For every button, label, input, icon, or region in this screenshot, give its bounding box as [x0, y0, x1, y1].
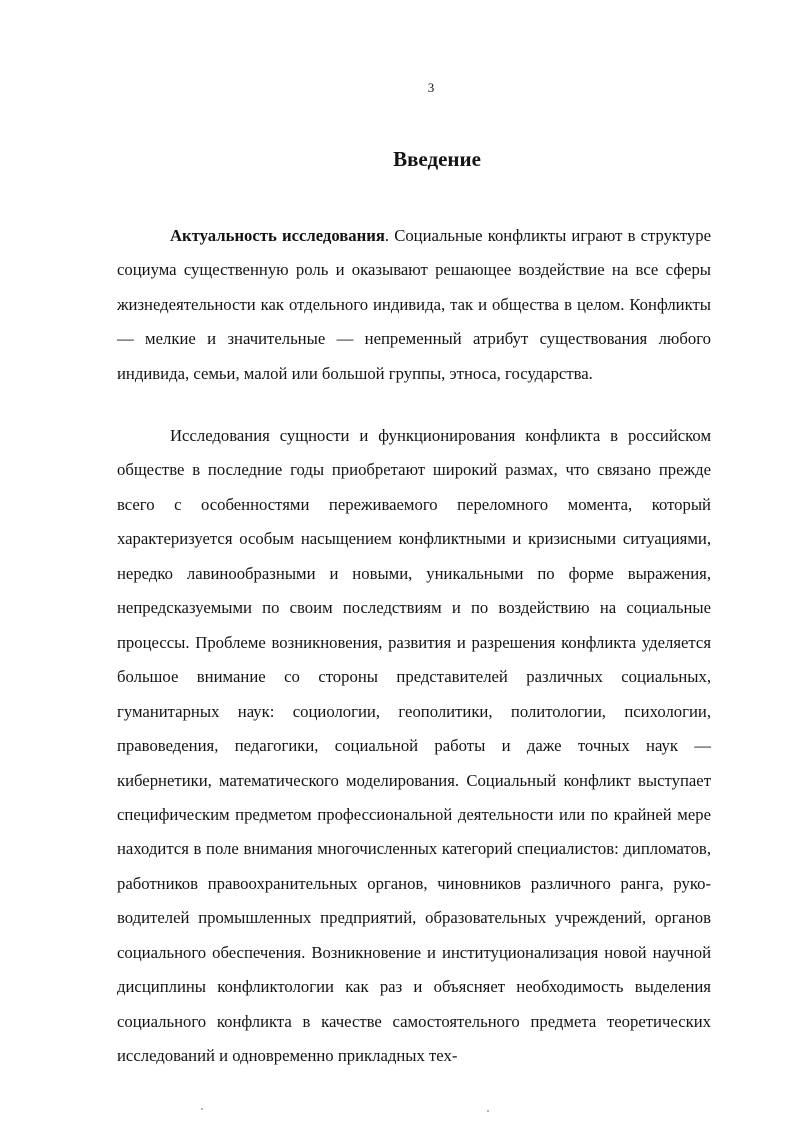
- paragraph-text: . Социальные конфликты играют в структуре социума существенную роль и оказывают решающее воздействие на все сферы жизнедеятельности как отдельного индивида, так и общества в целом. Конфликты — мелкие и значительные — непременный атрибут существования любого индивида, семьи, малой или большой группы, этноса, государства.: [117, 226, 712, 383]
- section-title: Введение: [393, 147, 481, 171]
- scan-speck: [201, 1108, 203, 1110]
- paragraph-research: [117, 419, 711, 1074]
- scan-speck: [487, 1110, 489, 1112]
- paragraph-text: Исследования сущности и функционирования конфликта в российском обществе в последние годы приобретают широкий размах, что связано прежде всего с особенностями переживаемого переломного момента, который характеризуется особым насыщением конфликтными и кризисными ситуациями, нередко лавинообразными и новыми, уникальными по форме выражения, непредсказуемыми по своим последствиям и по воздействию на социальные процессы. Проблеме возникновения, развития и разрешения конфликта уделяется большое внимание со стороны представителей различных социальных, гуманитарных наук: социологии, геополитики, политологии, психологии, правоведения, педагогики, социальной работы и даже точных наук — кибернетики, математического моделирования. Социальный конфликт выступает специфическим предметом профессиональной деятельности или по крайней мере находится в поле внимания многочисленных категорий специалистов: дипломатов, работников правоохранительных органов, чиновников различного ранга, руководителей промышленных предприятий, образовательных учреждений, органов социального обеспечения. Возникновение и институционализация новой научной дисциплины конфликтологии как раз и объясняет необходимость выделения социального конфликта в качестве самостоятельного предмета теоретических исследований и одновременно прикладных тех-: [117, 426, 711, 1066]
- paragraph-lead: Актуальность исследования: [170, 226, 385, 245]
- page-number: 3: [427, 80, 435, 95]
- paragraph-relevance: [117, 219, 711, 391]
